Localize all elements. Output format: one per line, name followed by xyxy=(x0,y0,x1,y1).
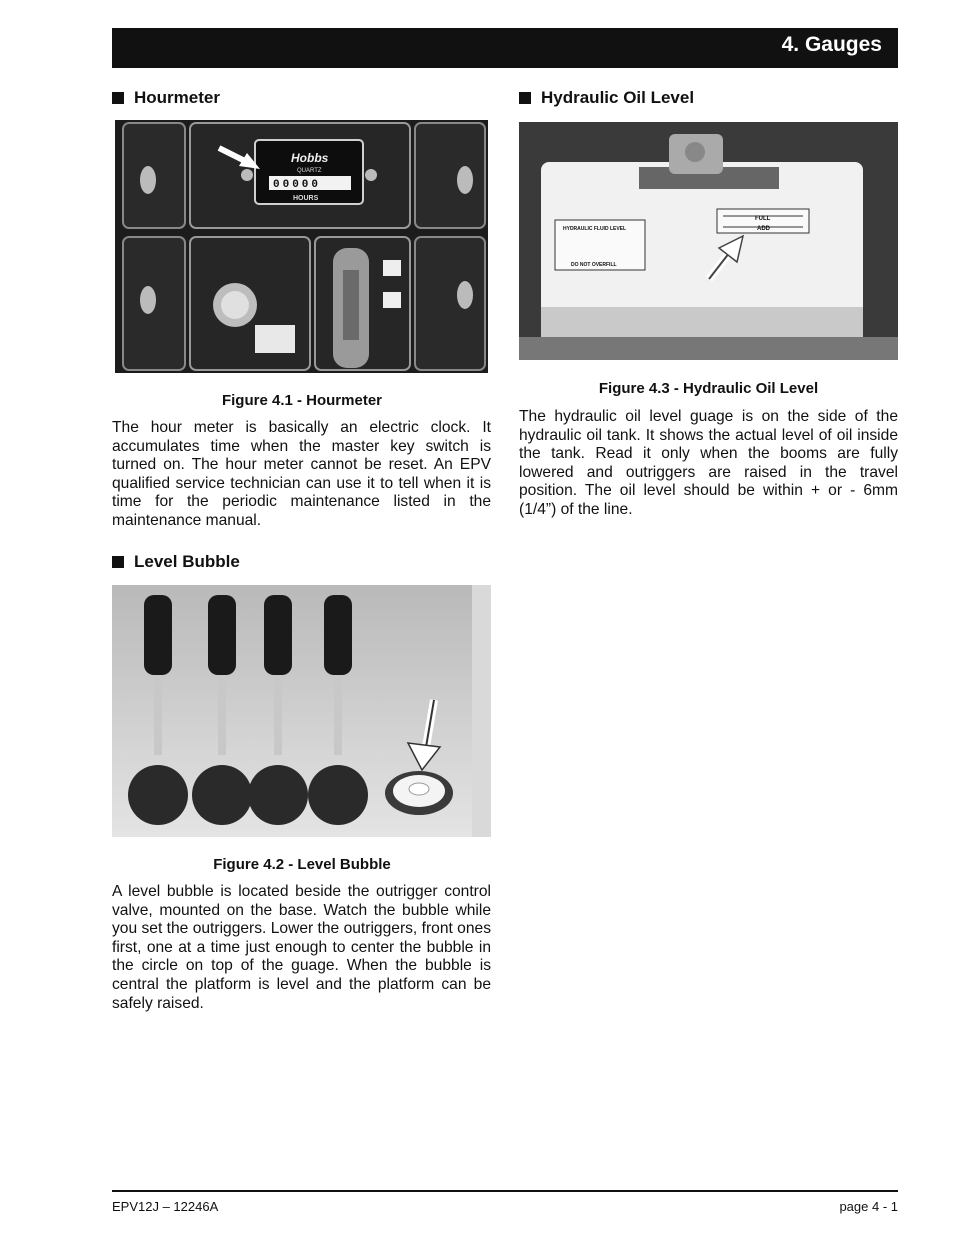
footer-rule xyxy=(112,1190,898,1192)
hourmeter-section xyxy=(112,88,492,108)
square-bullet-icon xyxy=(112,92,124,104)
hydraulic-oil-photo xyxy=(519,122,898,360)
level-bubble-caption: Figure 4.2 - Level Bubble xyxy=(213,856,391,873)
chapter-header-bar xyxy=(112,28,898,68)
hourmeter-body: The hour meter is basically an electric clock. It accumulates time when the master key switch is turned on. The hour meter cannot be reset. An EPV qualified service technician can use it to tell when it is time for the periodic maintenance listed in the maintenance manual. xyxy=(112,419,491,529)
hourmeter-sub-text: QUARTZ xyxy=(297,168,322,174)
footer-doc-id: EPV12J – 12246A xyxy=(112,1199,219,1214)
hourmeter-brand-text: Hobbs xyxy=(291,151,329,165)
square-bullet-icon xyxy=(519,92,531,104)
hourmeter-photo xyxy=(115,120,488,373)
hydraulic-oil-caption: Figure 4.3 - Hydraulic Oil Level xyxy=(598,380,819,397)
hourmeter-caption: Figure 4.1 - Hourmeter xyxy=(221,392,383,409)
level-bubble-photo xyxy=(112,585,491,837)
add-mark-text: ADD xyxy=(757,226,770,232)
level-bubble-gauge xyxy=(385,771,453,815)
level-bubble-section xyxy=(112,552,492,572)
hydraulic-oil-heading: Hydraulic Oil Level xyxy=(519,88,899,108)
hourmeter-digits-text: 00000 xyxy=(273,179,322,191)
level-bubble-heading: Level Bubble xyxy=(112,552,492,572)
footer-page-number: page 4 - 1 xyxy=(839,1199,898,1214)
square-bullet-icon xyxy=(112,556,124,568)
placard-title-text: HYDRAULIC FLUID LEVEL xyxy=(563,226,627,232)
hourmeter-unit-text: HOURS xyxy=(293,195,319,202)
level-bubble-body: A level bubble is located beside the outrigger control valve, mounted on the base. Watch the bubble while you set the outriggers. Lower the outriggers, front ones first, one at a time just enough to center the bubble in the circle on top of the guage. When the bubble is central the platform is level and the platform can be safely raised. xyxy=(112,883,491,1012)
placard-warning-text: DO NOT OVERFILL xyxy=(571,262,617,268)
hydraulic-oil-section xyxy=(519,88,899,108)
hydraulic-oil-body: The hydraulic oil level guage is on the side of the hydraulic oil tank. It shows the actual level of oil inside the tank. Read it only when the booms are fully lowered and outriggers are raised in the travel position. The oil level should be within + or - 6mm (1/4”) of the line. xyxy=(519,408,898,518)
hourmeter-heading: Hourmeter xyxy=(112,88,492,108)
full-mark-text: FULL xyxy=(755,216,771,222)
chapter-title: 4. Gauges xyxy=(781,33,882,56)
